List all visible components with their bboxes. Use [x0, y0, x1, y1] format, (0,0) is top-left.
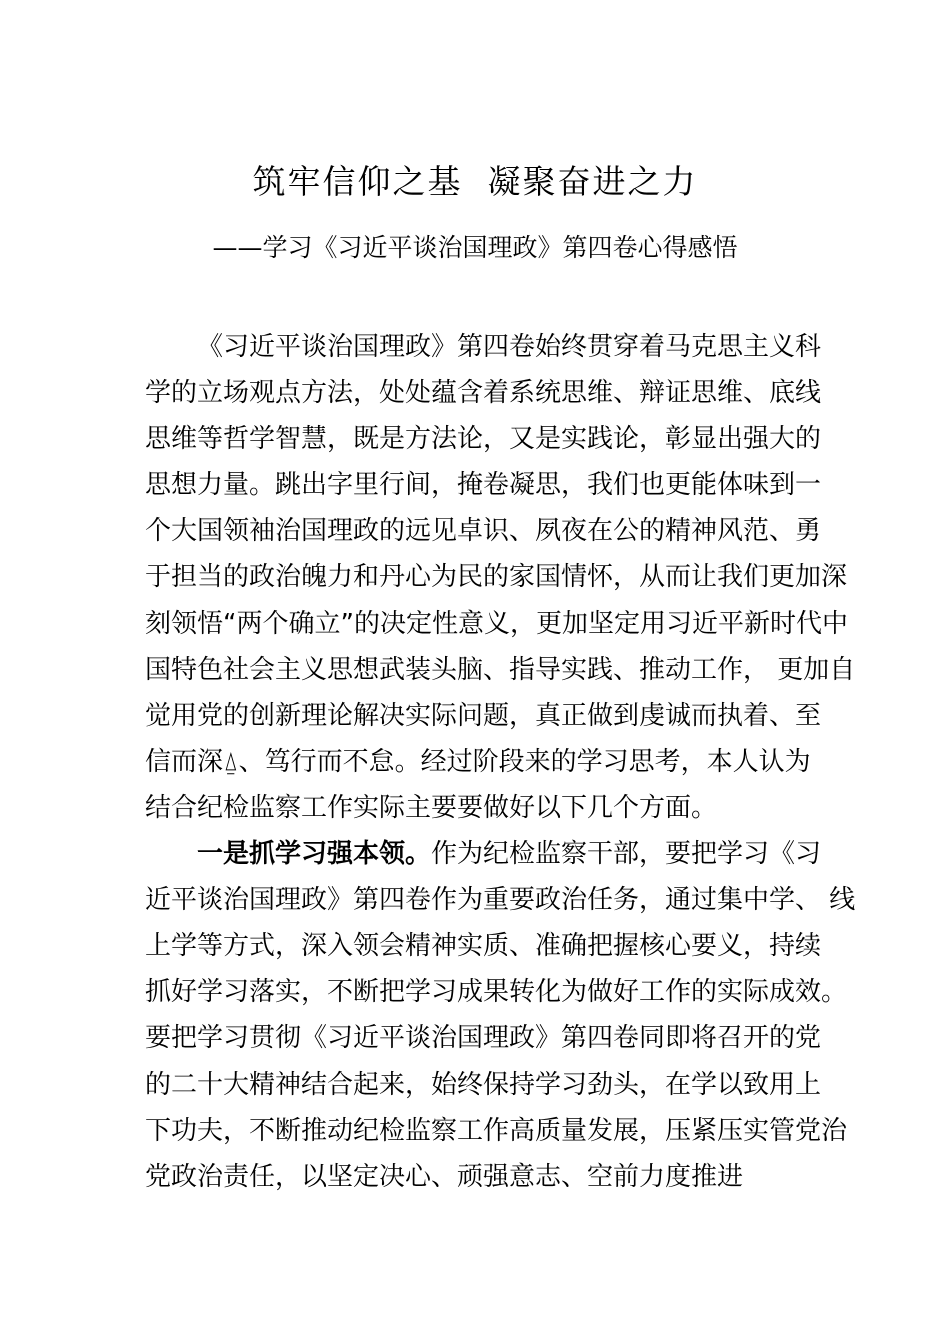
paragraph-heading: 一是抓学习强本领。 — [197, 839, 432, 870]
paragraph-line: 于担当的政治魄力和丹心为民的家国情怀，从而让我们更加深 — [145, 562, 848, 593]
paragraph-line: 党政治责任，以坚定决心、顽强意志、空前力度推进 — [145, 1161, 744, 1192]
paragraph-line: 结合纪检监察工作实际主要要做好以下几个方面。 — [145, 792, 718, 823]
paragraph-line: 的二十大精神结合起来，始终保持学习劲头，在学以致用上 — [145, 1069, 822, 1100]
paragraph-2 — [145, 831, 856, 1200]
paragraph-line: 思维等哲学智慧，既是方法论，又是实践论，彰显出强大的 — [145, 424, 822, 455]
paragraph-line: 近平谈治国理政》第四卷作为重要政治任务，通过集中学、 线 — [145, 885, 856, 916]
paragraph-line: 信而深⍙、笃行而不怠。经过阶段来的学习思考，本人认为 — [145, 746, 811, 777]
paragraph-line: 要把学习贯彻《习近平谈治国理政》第四卷同即将召开的党 — [145, 1023, 822, 1054]
paragraph-line: 觉用党的创新理论解决实际问题，真正做到虔诚而执着、至 — [145, 700, 822, 731]
paragraph-line: 学的立场观点方法，处处蕴含着系统思维、辩证思维、底线 — [145, 378, 822, 409]
paragraph-line: 《习近平谈治国理政》第四卷始终贯穿着马克思主义科 — [197, 332, 822, 362]
paragraph-line: 刻领悟“两个确立”的决定性意义，更加坚定用习近平新时代中 — [145, 608, 848, 639]
paragraph-1 — [145, 324, 856, 831]
paragraph-line: 上学等方式，深入领会精神实质、准确把握核心要义，持续 — [145, 931, 822, 962]
paragraph-first-line-text: 作为纪检监察干部，要把学习《习 — [431, 839, 822, 870]
document-title: 筑牢信仰之基 凝聚奋进之力 — [252, 162, 698, 201]
paragraph-line: 国特色社会主义思想武装头脑、指导实践、推动工作， 更加自 — [145, 654, 856, 685]
paragraph-line: 抓好学习落实，不断把学习成果转化为做好工作的实际成效。 — [145, 977, 848, 1008]
paragraph-line: 下功夫，不断推动纪检监察工作高质量发展，压紧压实管党治 — [145, 1115, 848, 1146]
paragraph-first-line — [145, 831, 825, 877]
paragraph-line: 思想力量。跳出字里行间，掩卷凝思，我们也更能体味到一 — [145, 470, 822, 501]
document-subtitle: ——学习《习近平谈治国理政》第四卷心得感悟 — [212, 233, 738, 262]
document-body — [145, 324, 856, 1200]
paragraph-line: 个大国领袖治国理政的远见卓识、夙夜在公的精神风范、勇 — [145, 516, 822, 547]
